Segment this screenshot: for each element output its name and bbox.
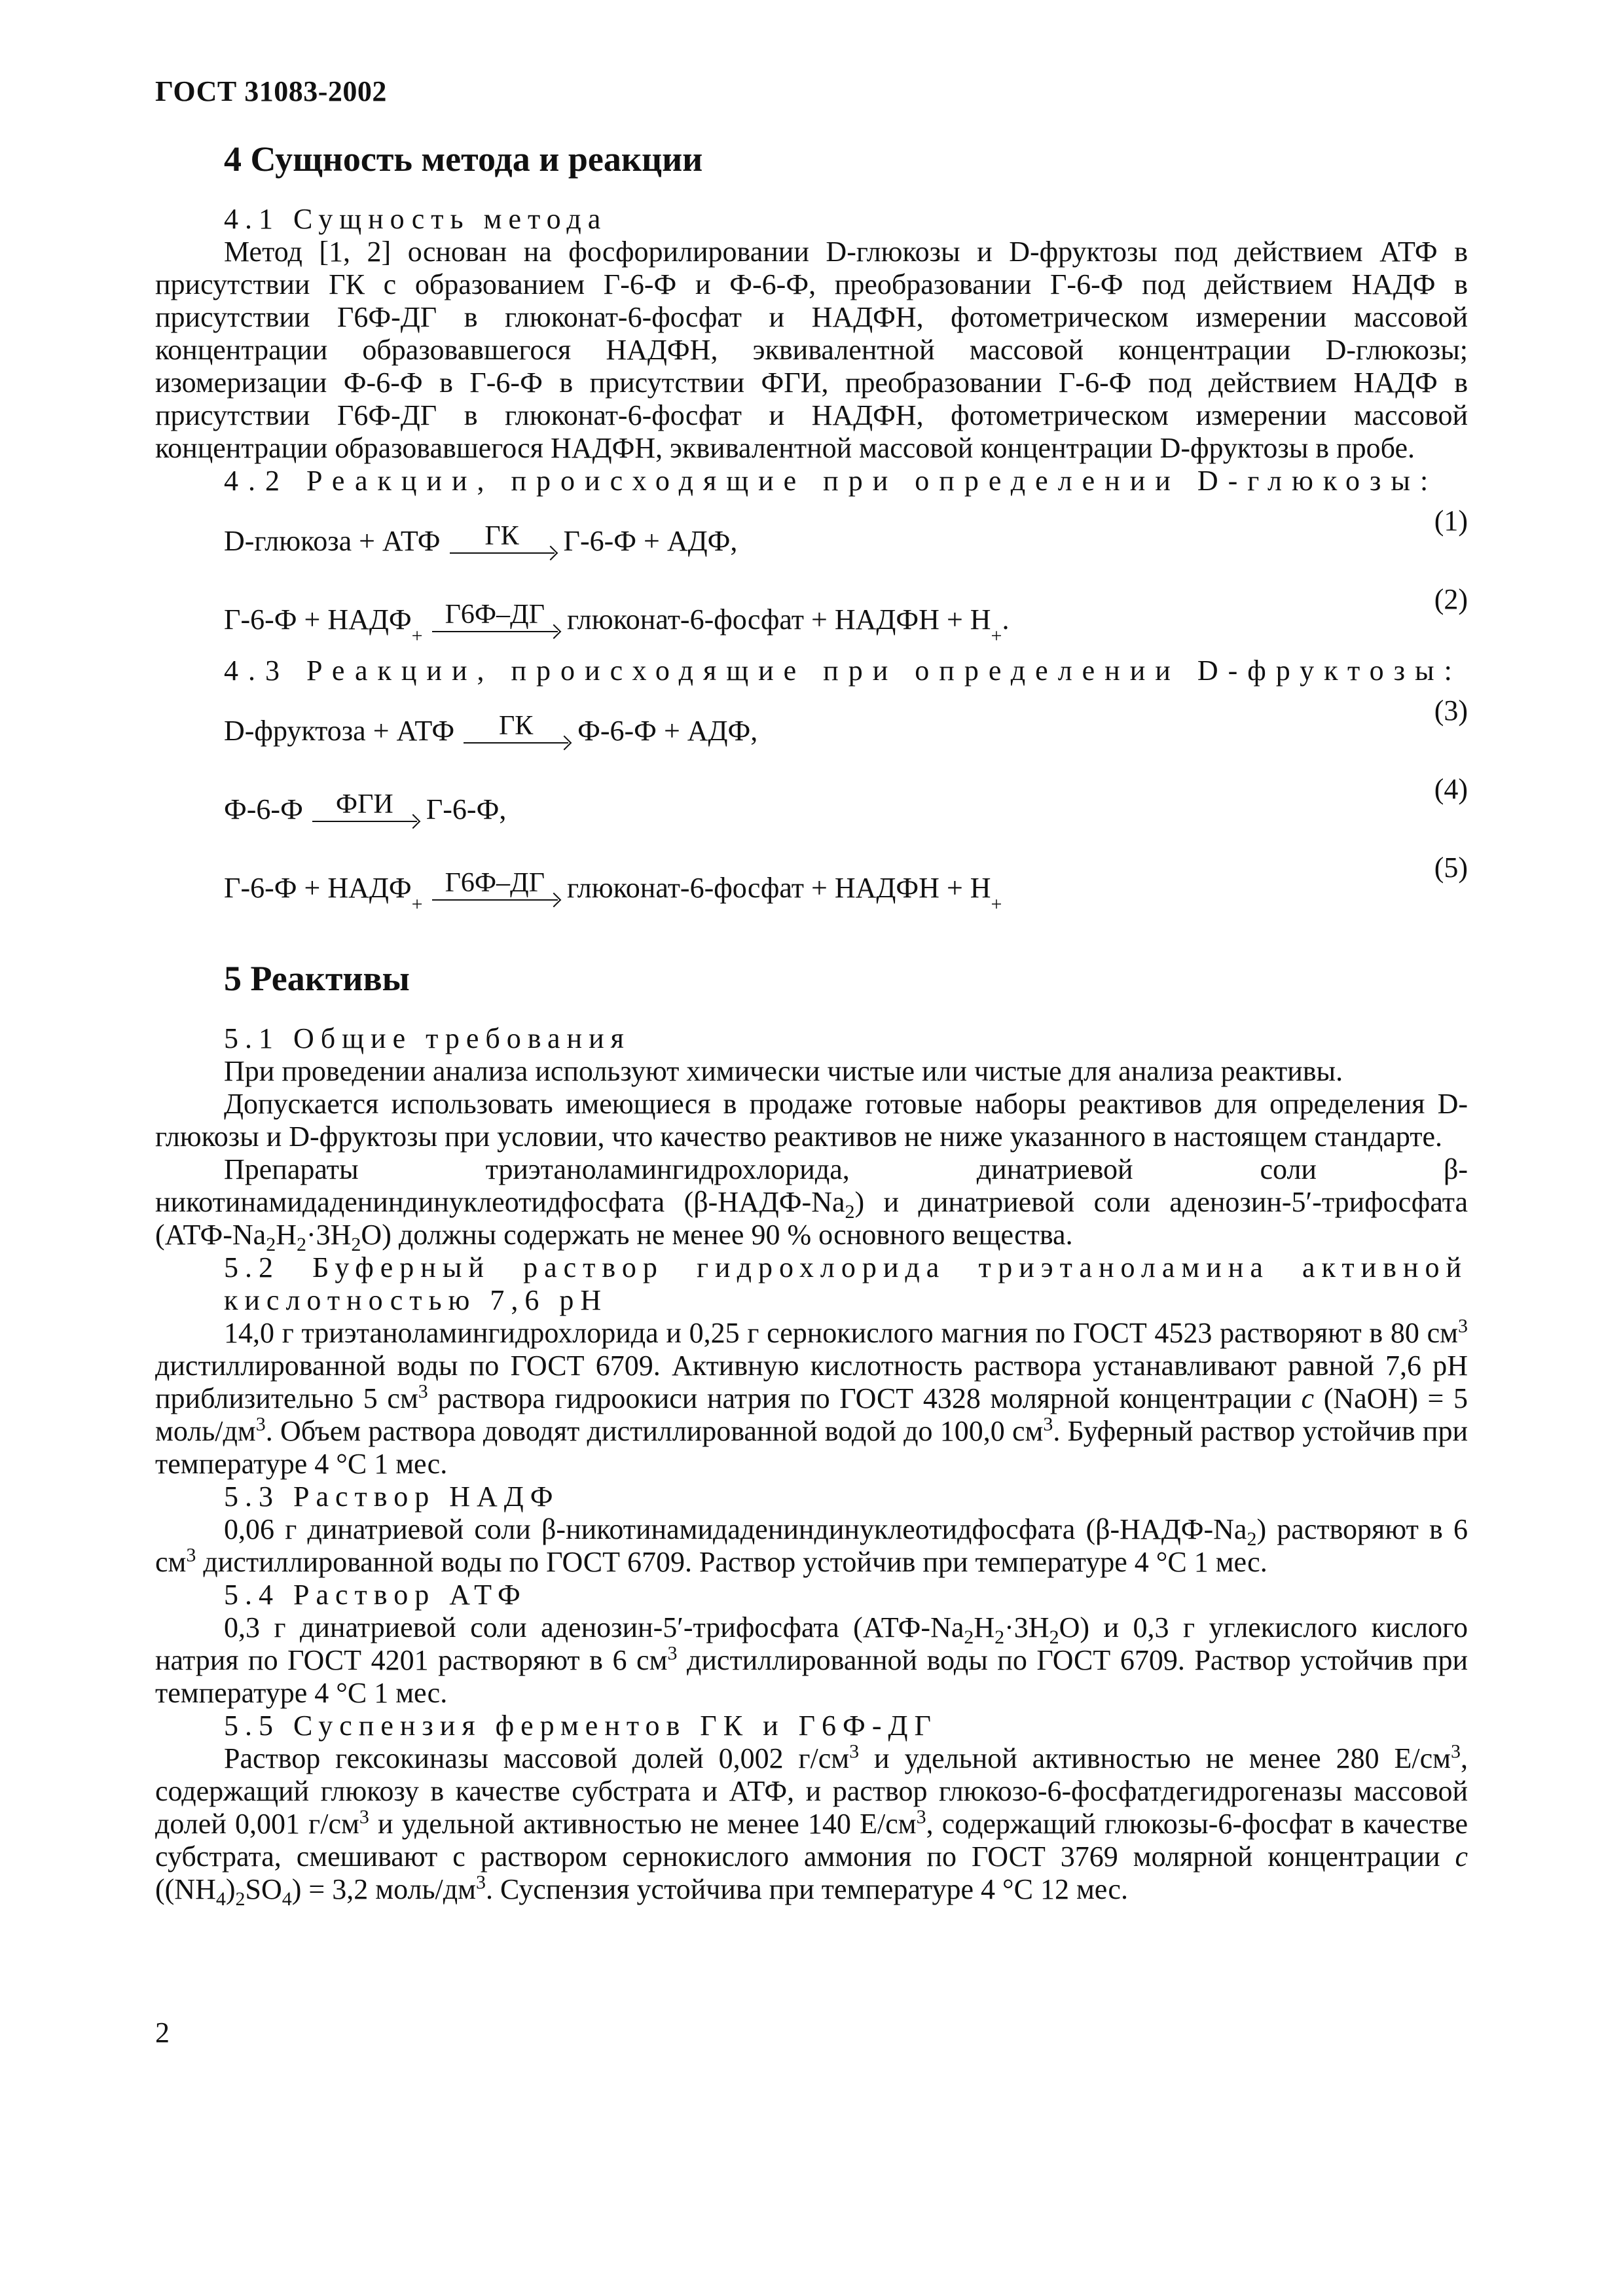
equation-3-number: (3) bbox=[1434, 694, 1468, 726]
reaction-arrow bbox=[432, 601, 558, 632]
equation-1-right: Г-6-Ф + АДФ, bbox=[563, 525, 738, 557]
subsection-5-4-text: 0,3 г динатриевой соли аденозин-5′-трифосфата $(АТФ-Na_2H_2\cdot 3H_2O)$ и 0,3 г углекислого кислого натрия по ГОСТ 4201 растворяют в 6 $см^3$ дистиллированной воды по ГОСТ 6709. Раствор устойчив при температуре 4 °С 1 мес. bbox=[155, 1611, 1468, 1709]
arrow-line bbox=[312, 821, 417, 822]
equation-4-left: Ф-6-Ф bbox=[224, 793, 303, 825]
section-5-title: 5 Реактивы bbox=[224, 959, 410, 998]
equation-3-catalyst: ГК bbox=[498, 711, 534, 741]
subsection-5-1-paragraph-2: Допускается использовать имеющиеся в продаже готовые наборы реактивов для определения D-глюкозы и D-фруктозы при условии, что качество реактивов не ниже указанного в настоящем стандарте. bbox=[155, 1088, 1468, 1153]
equation-5-left: Г-6-Ф + НАДФ bbox=[224, 872, 412, 904]
equation-1-left: D-глюкоза + АТФ bbox=[224, 525, 441, 557]
arrow-line bbox=[432, 899, 558, 901]
subsection-4-1-text: Метод [1, 2] основан на фосфорилировании D-глюкозы и D-фруктозы под действием АТФ в присутствии ГК с образованием Г-6-Ф и Ф-6-Ф, преобразовании Г-6-Ф под действием НАДФ в присутствии Г6Ф-ДГ в глюконат-6-фосфат и НАДФН, фотометрическом измерении массовой концентрации образовавшегося НАДФН, эквивалентной массовой концентрации D-глюкозы; изомеризации Ф-6-Ф в Г-6-Ф в присутствии ФГИ, преобразовании Г-6-Ф под действием НАДФ в присутствии Г6Ф-ДГ в глюконат-6-фосфат и НАДФН, фотометрическом измерении массовой концентрации образовавшегося НАДФН, эквивалентной массовой концентрации D-фруктозы в пробе. bbox=[155, 236, 1468, 464]
equation-2-number: (2) bbox=[1434, 583, 1468, 615]
arrow-line bbox=[450, 552, 555, 554]
equation-2-right: глюконат-6-фосфат + НАДФН + Н bbox=[566, 603, 991, 636]
subsection-5-3-title: 5.3 Раствор НАДФ bbox=[224, 1480, 560, 1513]
subsection-5-5-text: Раствор гексокиназы массовой долей 0,002 $г/см^3$ и удельной активностью не менее 280 $Е/см^3$, содержащий глюкозу в качестве субстрата и АТФ, и раствор глюкозо-6-фосфатдегидрогеназы массовой долей 0,001 $г/см^3$ и удельной активностью не менее 140 $Е/см^3$, содержащий глюкозы-6-фосфат в качестве субстрата, смешивают с раствором сернокислого аммония по ГОСТ 3769 молярной концентрации с $((NH_4)_2SO_4) = 3,2$ моль/$дм^3$. Суспензия устойчива при температуре 4 °С 12 мес. bbox=[155, 1740, 1468, 1910]
subsection-4-1-title: 4.1 Сущность метода bbox=[224, 203, 608, 235]
subsection-4-3-title: 4.3 Реакции, происходящие при определении D-фруктозы: bbox=[224, 655, 1462, 687]
subsection-5-2-text: 14,0 г триэтаноламингидрохлорида и 0,25 г сернокислого магния по ГОСТ 4523 растворяют в 80 $см^3$ дистиллированной воды по ГОСТ 6709. Активную кислотность раствора устанавливают равной 7,6 рН приблизительно 5 $см^3$ раствора гидроокиси натрия по ГОСТ 4328 молярной концентрации с (NaOH) = 5 моль/$дм^3$. Объем раствора доводят дистиллированной водой до 100,0 $см^3$. Буферный раствор устойчив при температуре 4 °С 1 мес. bbox=[155, 1315, 1468, 1480]
reaction-arrow bbox=[432, 869, 558, 901]
reaction-arrow bbox=[450, 522, 555, 554]
subsection-5-1-paragraph-3: Препараты триэтаноламингидрохлорида, динатриевой соли β-никотинамидадениндинуклеотидфосфата $(\beta-НАДФ-Na_2)$ и динатриевой соли аденозин-5′-трифосфата $(АТФ-Na_2H_2\cdot 3H_2O)$ должны содержать не менее 90 % основного вещества. bbox=[155, 1153, 1468, 1255]
equation-1 bbox=[224, 497, 1468, 558]
equation-5-catalyst: Г6Ф–ДГ bbox=[445, 868, 545, 898]
equation-1-catalyst: ГК bbox=[484, 521, 519, 551]
subsection-5-4-title: 5.4 Раствор АТФ bbox=[224, 1579, 527, 1611]
equation-5-number: (5) bbox=[1434, 852, 1468, 884]
subsection-5-1-title: 5.1 Общие требования bbox=[224, 1022, 630, 1054]
equation-2-left: Г-6-Ф + НАДФ bbox=[224, 603, 412, 636]
document-code: ГОСТ 31083-2002 bbox=[155, 75, 387, 107]
equation-3 bbox=[224, 687, 1468, 747]
reaction-arrow bbox=[312, 791, 417, 822]
subsection-4-2-title: 4.2 Реакции, происходящие при определении D-глюкозы: bbox=[224, 465, 1438, 497]
equation-4-number: (4) bbox=[1434, 773, 1468, 805]
equation-3-left: D-фруктоза + АТФ bbox=[224, 715, 455, 747]
section-4-title: 4 Сущность метода и реакции bbox=[224, 139, 703, 179]
equation-5-right: глюконат-6-фосфат + НАДФН + Н bbox=[566, 872, 991, 904]
equation-4 bbox=[224, 766, 1468, 826]
subsection-5-3-text: 0,06 г динатриевой соли β-никотинамидадениндинуклеотидфосфата $(\beta-НАДФ-Na_2)$ растворяют в 6 $см^3$ дистиллированной воды по ГОСТ 6709. Раствор устойчив при температуре 4 °С 1 мес. bbox=[155, 1513, 1468, 1578]
equation-3-right: Ф-6-Ф + АДФ, bbox=[577, 715, 758, 747]
arrow-line bbox=[432, 631, 558, 632]
equation-2-catalyst: Г6Ф–ДГ bbox=[445, 600, 545, 630]
equation-1-number: (1) bbox=[1434, 505, 1468, 537]
subsection-5-5-title: 5.5 Суспензия ферментов ГК и Г6Ф-ДГ bbox=[224, 1710, 938, 1742]
equation-2: Г-6-Ф + НАДФ + Г6Ф–ДГ глюконат-6-фосфат + НАДФН + Н + . (2) bbox=[224, 583, 1468, 647]
arrow-line bbox=[464, 742, 568, 744]
equation-5: Г-6-Ф + НАДФ + Г6Ф–ДГ глюконат-6-фосфат + НАДФН + Н + (5) bbox=[224, 852, 1468, 915]
subsection-5-1-paragraph-1: При проведении анализа используют химически чистые или чистые для анализа реактивы. bbox=[224, 1055, 1343, 1087]
equation-4-catalyst: ФГИ bbox=[335, 789, 393, 819]
equation-4-right: Г-6-Ф, bbox=[426, 793, 507, 825]
page-content bbox=[155, 124, 1468, 1910]
equation-2-end: . bbox=[1002, 603, 1010, 636]
reaction-arrow bbox=[464, 712, 568, 744]
page-number: 2 bbox=[155, 2017, 170, 2049]
subsection-5-2-title: 5.2 Буферный раствор гидрохлорида триэтаноламина активной кислотностью 7,6 рН bbox=[224, 1251, 1468, 1316]
